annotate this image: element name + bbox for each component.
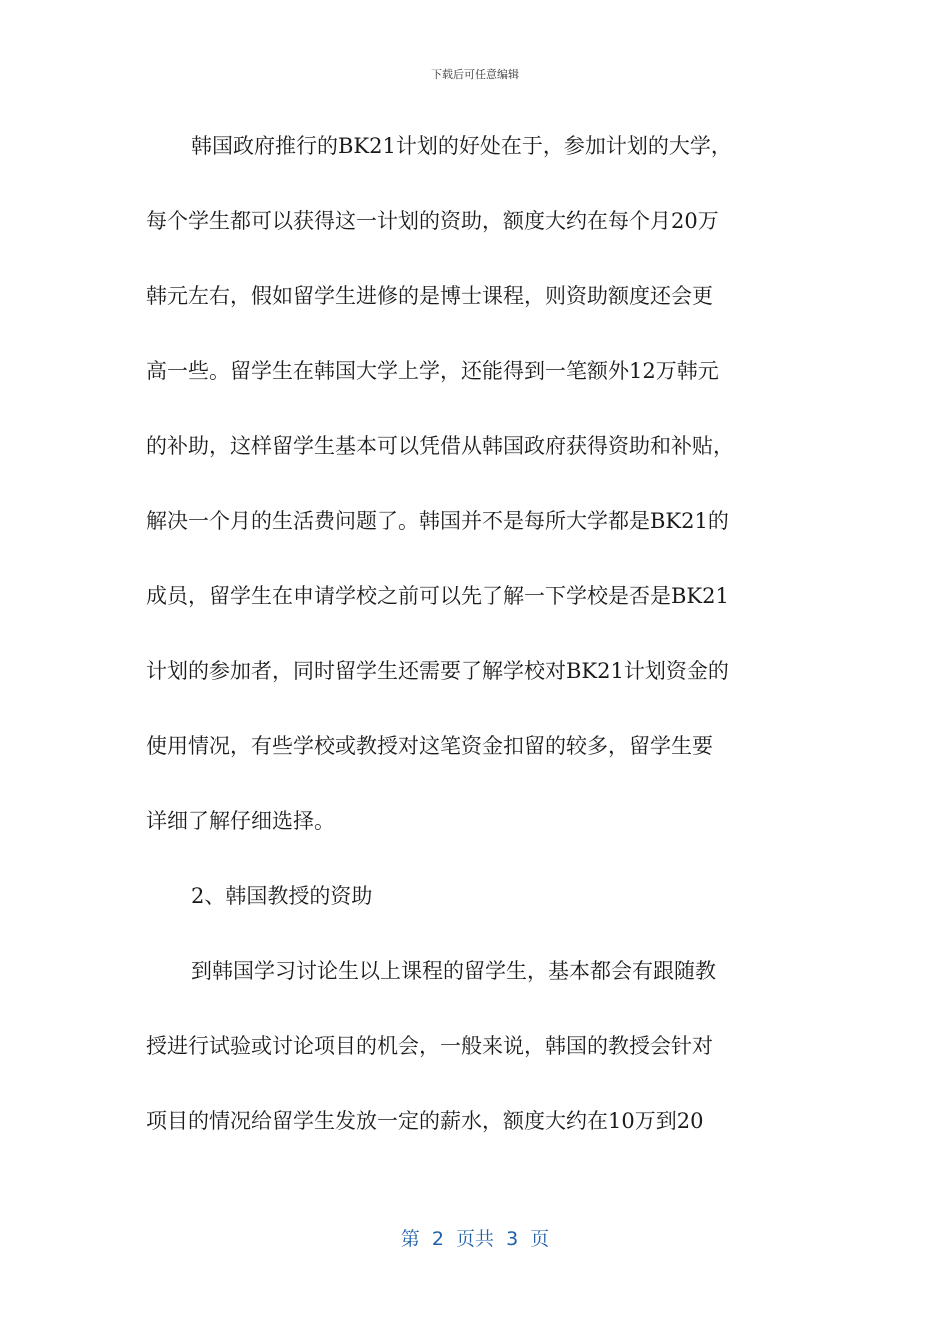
- page-number-footer: 第 2 页共 3 页: [400, 1228, 550, 1250]
- paragraph-line: 授进行试验或讨论项目的机会，一般来说，韩国的教授会针对: [146, 1034, 713, 1058]
- paragraph-line: 项目的情况给留学生发放一定的薪水，额度大约在10万到20: [146, 1109, 704, 1133]
- paragraph-line: 韩元左右，假如留学生进修的是博士课程，则资助额度还会更: [146, 284, 713, 308]
- paragraph-line: 计划的参加者，同时留学生还需要了解学校对BK21计划资金的: [146, 659, 729, 683]
- document-body: [146, 124, 806, 1174]
- page-header-note: 下载后可任意编辑: [431, 68, 519, 81]
- paragraph-line: 到韩国学习讨论生以上课程的留学生，基本都会有跟随教: [191, 959, 716, 983]
- paragraph-line: 使用情况，有些学校或教授对这笔资金扣留的较多，留学生要: [146, 734, 713, 758]
- paragraph-line: 的补助，这样留学生基本可以凭借从韩国政府获得资助和补贴，: [146, 434, 734, 458]
- paragraph-line: 详细了解仔细选择。: [146, 809, 335, 833]
- paragraph-line: 每个学生都可以获得这一计划的资助，额度大约在每个月20万: [146, 209, 719, 233]
- paragraph-line: 韩国政府推行的BK21计划的好处在于，参加计划的大学，: [191, 134, 732, 158]
- paragraph-line: 高一些。留学生在韩国大学上学，还能得到一笔额外12万韩元: [146, 359, 719, 383]
- paragraph-line: 解决一个月的生活费问题了。韩国并不是每所大学都是BK21的: [146, 509, 729, 533]
- paragraph-line: 成员，留学生在申请学校之前可以先了解一下学校是否是BK21: [146, 584, 729, 608]
- section-heading: 2、韩国教授的资助: [191, 884, 373, 908]
